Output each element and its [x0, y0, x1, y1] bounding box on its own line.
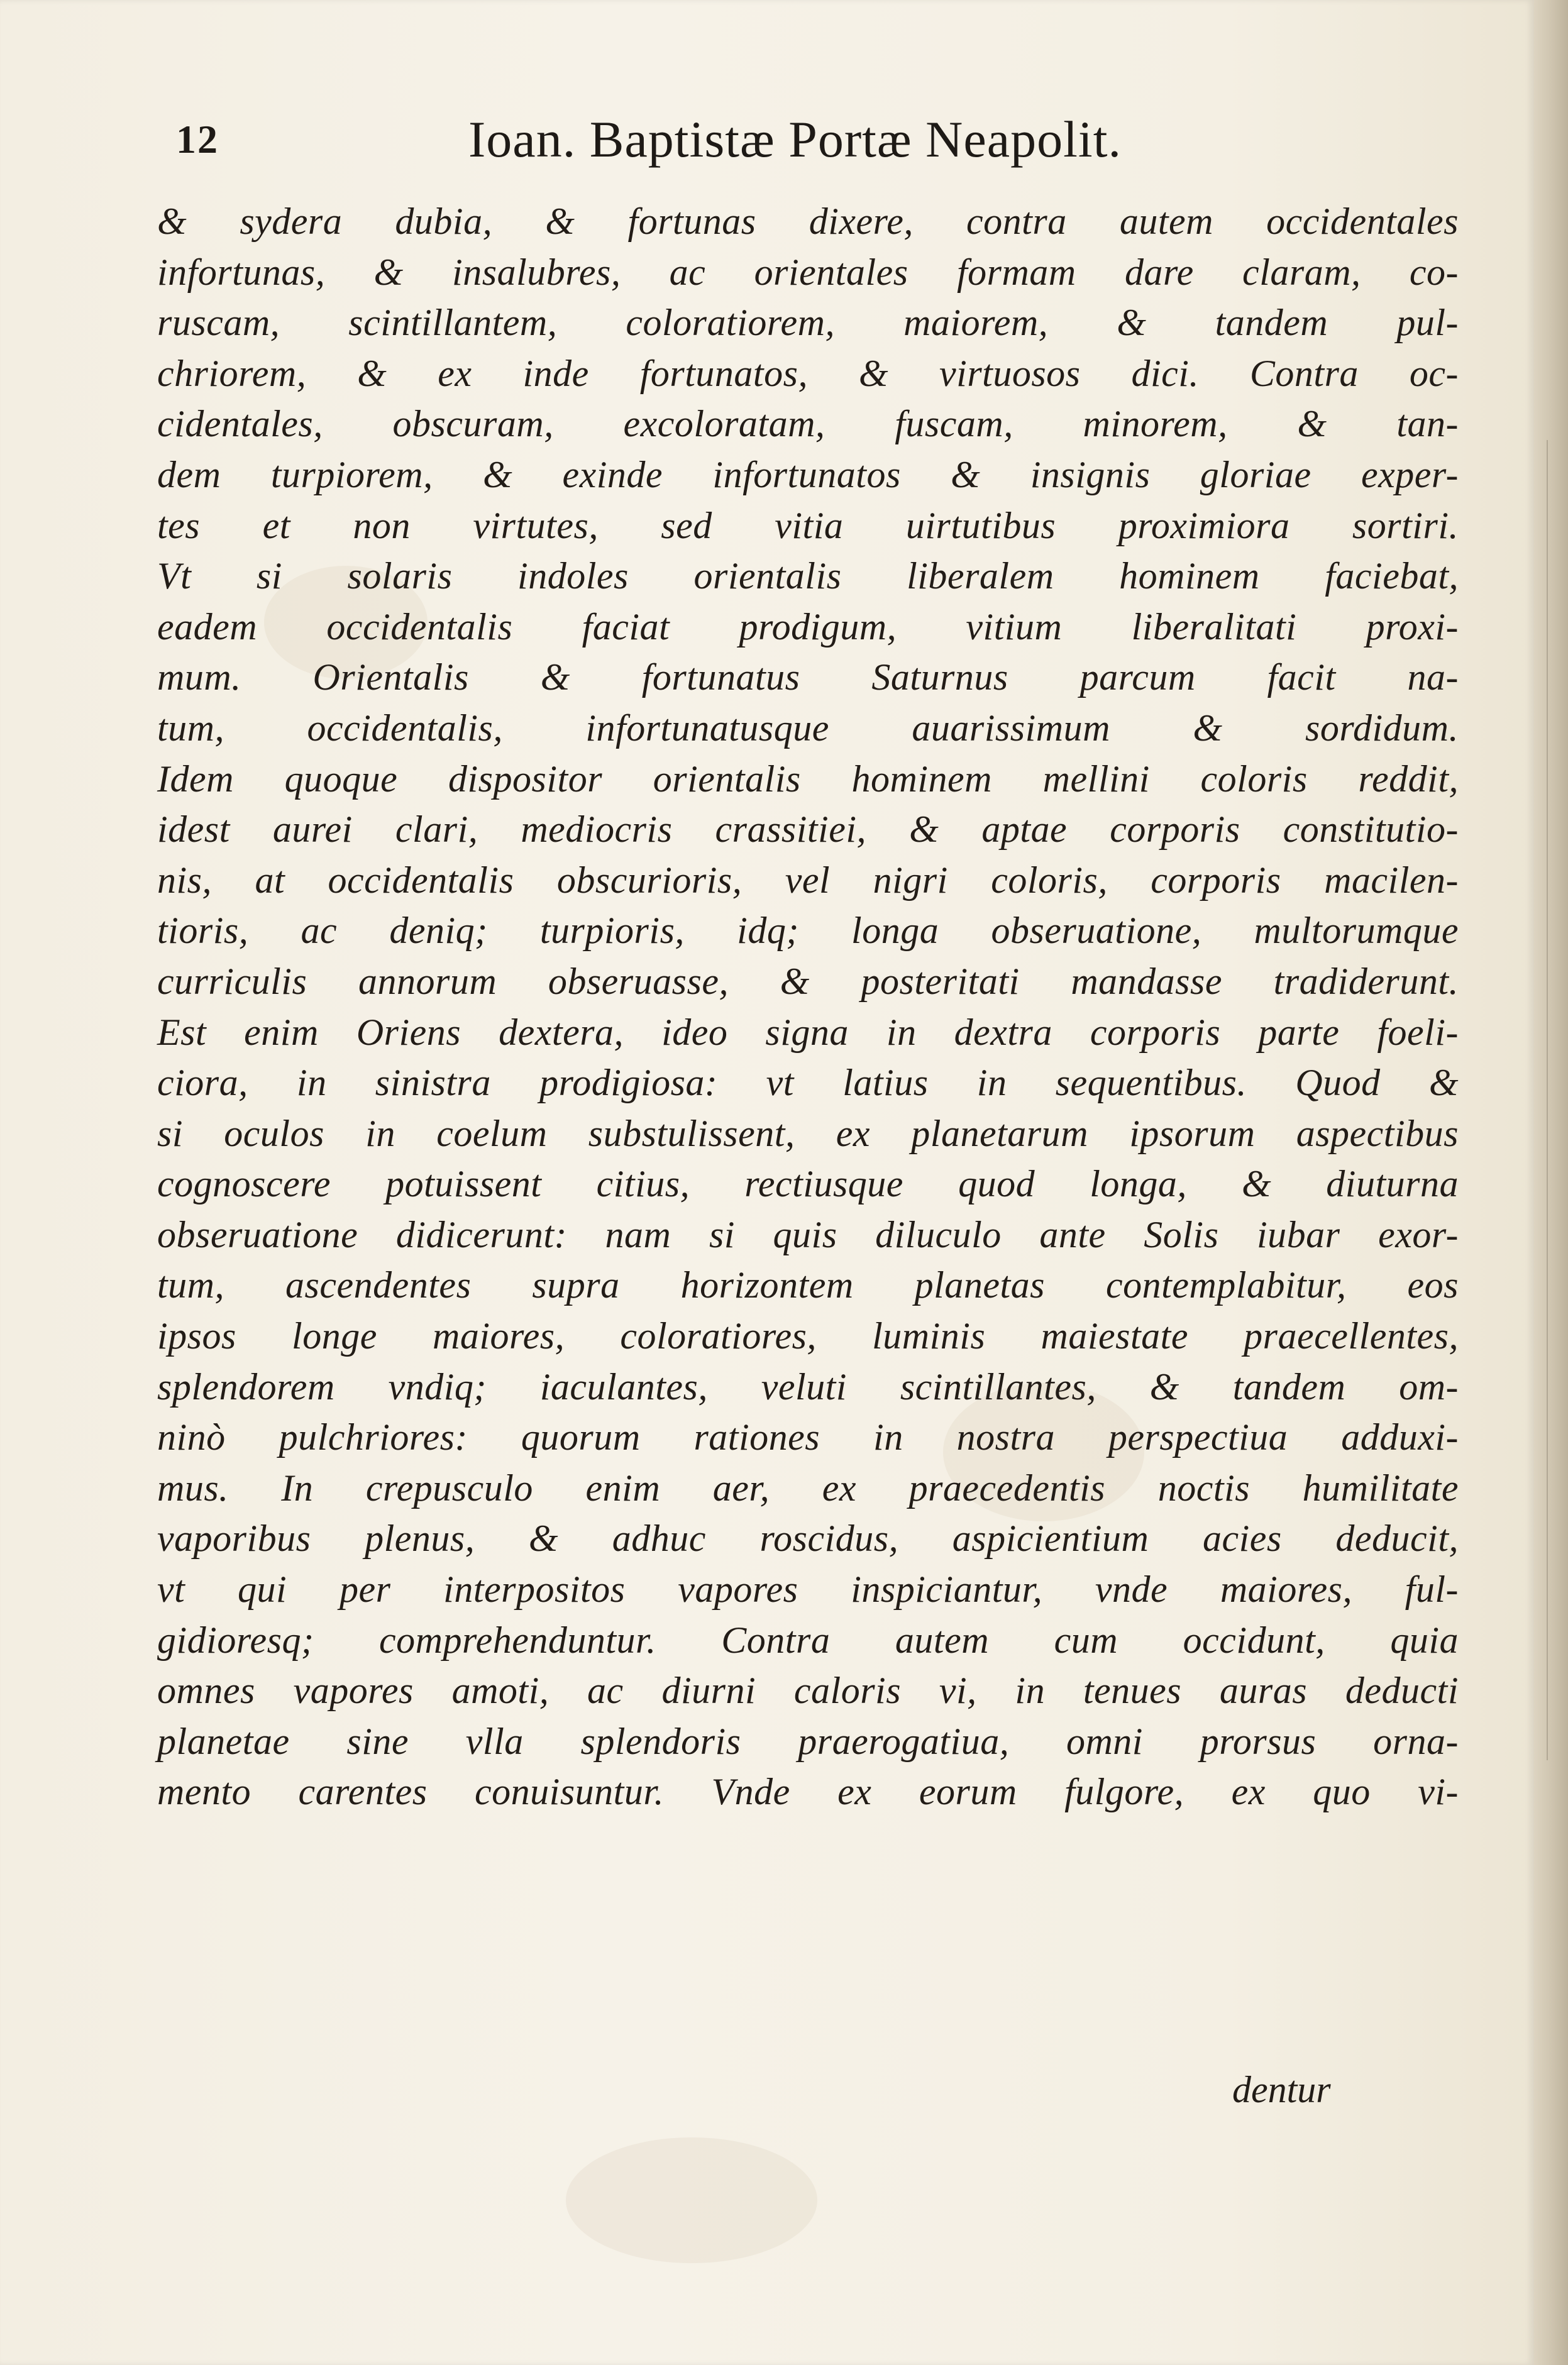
page-number: 12 — [176, 117, 219, 162]
text-line: eadem occidentalis faciat prodigum, vitium liberalitati proxi- — [157, 605, 1459, 648]
text-line: tes et non virtutes, sed vitia uirtutibus proximiora sortiri. — [157, 504, 1459, 546]
text-line: tum, ascendentes supra horizontem planetas contemplabitur, eos — [157, 1264, 1459, 1306]
text-line: tum, occidentalis, infortunatusque auarissimum & sordidum. — [157, 707, 1459, 749]
text-line: ciora, in sinistra prodigiosa: vt latius in sequentibus. Quod & — [157, 1062, 1459, 1104]
paper-stain — [566, 2137, 817, 2263]
text-line: idest aurei clari, mediocris crassitiei, & aptae corporis constitutio- — [157, 808, 1459, 851]
running-head — [176, 110, 1496, 179]
text-line: cidentales, obscuram, excoloratam, fuscam, minorem, & tan- — [157, 403, 1459, 445]
text-line: chriorem, & ex inde fortunatos, & virtuosos dici. Contra oc- — [157, 352, 1459, 394]
text-line: obseruatione didicerunt: nam si quis diluculo ante Solis iubar exor- — [157, 1213, 1459, 1255]
text-line: & sydera dubia, & fortunas dixere, contra autem occidentales — [157, 201, 1459, 242]
running-head-title: Ioan. Baptistæ Portæ Neapolit. — [468, 111, 1122, 168]
text-line: Idem quoque dispositor orientalis hominem mellini coloris reddit, — [157, 758, 1459, 800]
text-line: vt qui per interpositos vapores inspiciantur, vnde maiores, ful- — [157, 1568, 1459, 1611]
text-line: splendorem vndiq; iaculantes, veluti scintillantes, & tandem om- — [157, 1365, 1459, 1408]
text-line: mum. Orientalis & fortunatus Saturnus parcum facit na- — [157, 656, 1459, 698]
page-edge — [1534, 0, 1568, 2365]
text-line: nis, at occidentalis obscurioris, vel nigri coloris, corporis macilen- — [157, 859, 1459, 901]
text-line: si oculos in coelum substulissent, ex planetarum ipsorum aspectibus — [157, 1112, 1459, 1154]
text-line: vaporibus plenus, & adhuc roscidus, aspicientium acies deducit, — [157, 1518, 1459, 1560]
text-line: dem turpiorem, & exinde infortunatos & insignis gloriae exper- — [157, 453, 1459, 495]
catchword: dentur — [1232, 2069, 1331, 2110]
text-line: Vt si solaris indoles orientalis liberalem hominem faciebat, — [157, 555, 1459, 597]
text-line: mus. In crepusculo enim aer, ex praecedentis noctis humilitate — [157, 1467, 1459, 1509]
body-text — [157, 196, 1459, 1817]
text-line: ruscam, scintillantem, coloratiorem, maiorem, & tandem pul- — [157, 302, 1459, 344]
text-line: infortunas, & insalubres, ac orientales formam dare claram, co- — [157, 251, 1459, 293]
text-line: mento carentes conuisuntur. Vnde ex eorum fulgore, ex quo vi- — [157, 1771, 1459, 1813]
text-line: omnes vapores amoti, ac diurni caloris vi, in tenues auras deducti — [157, 1670, 1459, 1712]
text-line: planetae sine vlla splendoris praerogatiua, omni prorsus orna- — [157, 1720, 1459, 1762]
text-line: curriculis annorum obseruasse, & posteritati mandasse tradiderunt. — [157, 960, 1459, 1002]
text-line: ninò pulchriores: quorum rationes in nostra perspectiua adduxi- — [157, 1416, 1459, 1458]
page-edge-shadow — [1547, 440, 1548, 1760]
text-line: Est enim Oriens dextera, ideo signa in dextra corporis parte foeli- — [157, 1011, 1459, 1053]
text-line: cognoscere potuissent citius, rectiusque quod longa, & diuturna — [157, 1163, 1459, 1205]
text-line: tioris, ac deniq; turpioris, idq; longa obseruatione, multorumque — [157, 910, 1459, 952]
text-line: ipsos longe maiores, coloratiores, luminis maiestate praecellentes, — [157, 1315, 1459, 1357]
text-line: gidioresq; comprehenduntur. Contra autem cum occidunt, quia — [157, 1619, 1459, 1661]
